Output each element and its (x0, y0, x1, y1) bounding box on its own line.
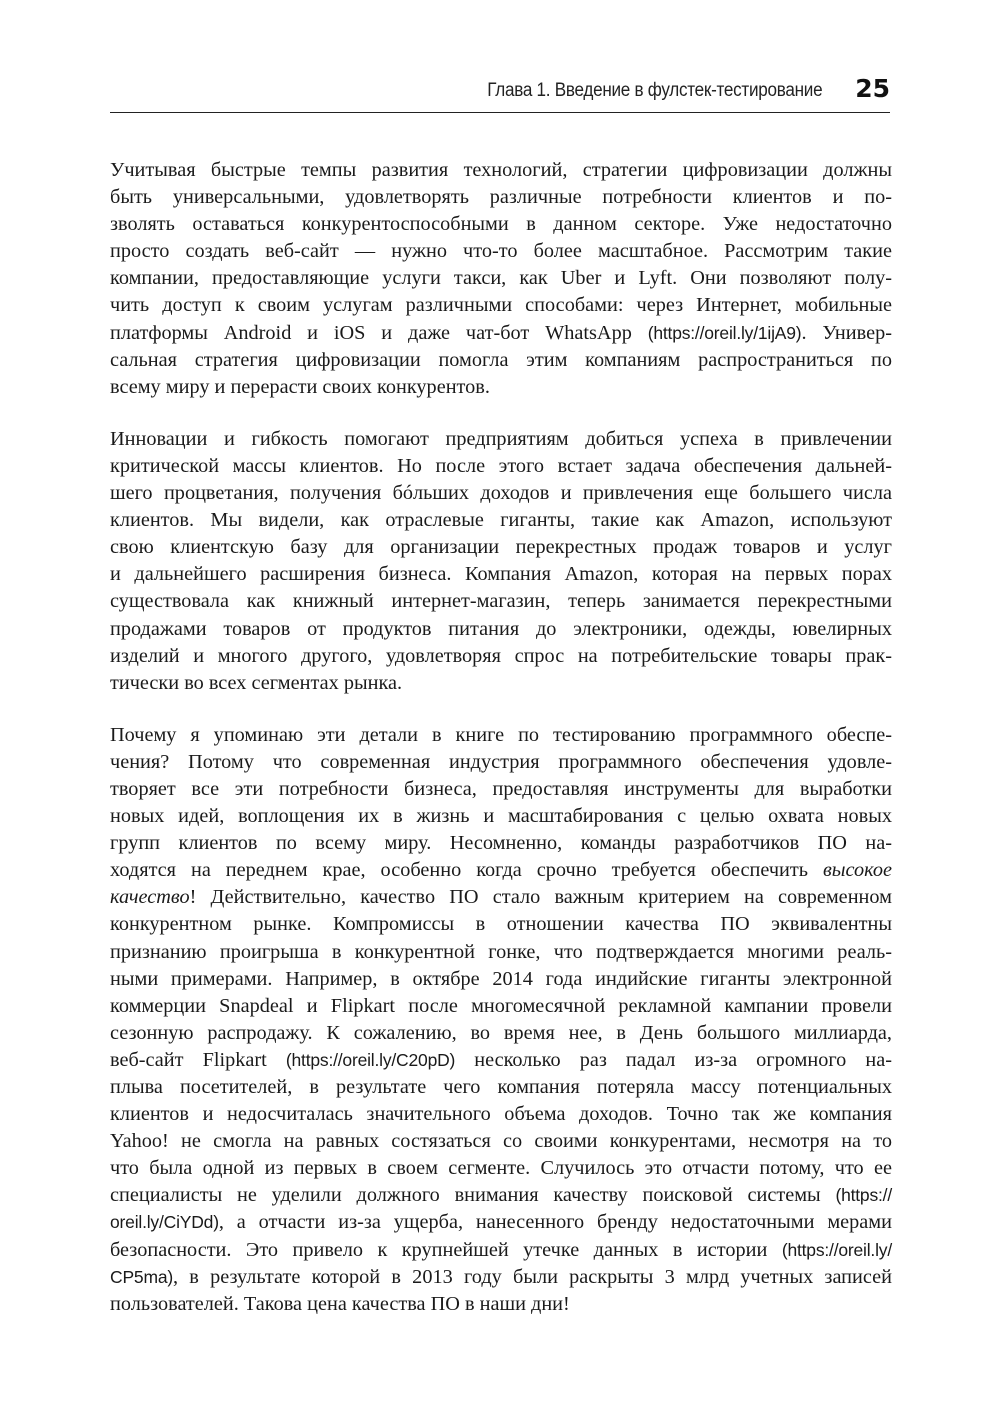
emphasis-text: высокое (822, 859, 892, 882)
text-line (110, 507, 892, 534)
text-line (110, 374, 892, 401)
url-link[interactable]: (https://oreil.ly/C20pD) (285, 1049, 456, 1070)
paragraph-2 (110, 426, 892, 697)
text-line (110, 803, 892, 830)
text-line (110, 265, 892, 292)
text-segment: ходятся на переднем крае, особенно когда срочно требуется обеспечить (110, 859, 823, 882)
text-segment: клиентов. Мы видели, как отраслевые гиганты, такие как Amazon, используют (110, 509, 892, 532)
text-segment: , а отчасти из-за ущерба, нанесенного бренду недостаточными мерами (218, 1211, 892, 1234)
text-line (110, 749, 892, 776)
text-line (110, 320, 892, 347)
text-segment: тически во всех сегментах рынка. (110, 671, 403, 694)
text-segment: пользователей. Такова цена качества ПО в наши дни! (110, 1292, 570, 1315)
text-line (110, 1020, 892, 1047)
text-line (110, 1237, 892, 1264)
url-link[interactable]: CP5ma) (110, 1266, 173, 1287)
text-line (110, 184, 892, 211)
url-link[interactable]: (https://oreil.ly/1ijA9) (647, 322, 802, 343)
text-segment: специалисты не уделили должного внимания качеству поисковой системы (110, 1184, 836, 1207)
text-segment: зволять оставаться конкурентоспособными в данном секторе. Уже недостаточно (110, 213, 892, 236)
url-link[interactable]: (https:// (835, 1185, 892, 1206)
text-segment: всему миру и перерасти своих конкурентов. (110, 375, 490, 398)
text-segment: просто создать веб-сайт — нужно что-то более масштабное. Рассмотрим такие (110, 240, 892, 263)
text-line (110, 238, 892, 265)
text-line (110, 1264, 892, 1291)
running-header (110, 76, 890, 113)
text-line (110, 939, 892, 966)
text-segment: платформы Android и iOS и даже чат-бот WhatsApp (110, 321, 648, 344)
text-segment: коммерции Snapdeal и Flipkart после многомесячной рекламной кампании провели (110, 994, 892, 1017)
text-line (110, 426, 892, 453)
body-text (110, 157, 892, 1343)
text-segment: , в результате которой в 2013 году были раскрыты 3 млрд учетных записей (172, 1265, 892, 1288)
text-line (110, 722, 892, 749)
text-line (110, 292, 892, 319)
text-segment: Учитывая быстрые темпы развития технологий, стратегии цифровизации должны (110, 159, 892, 181)
text-segment: . Универ- (801, 321, 892, 344)
text-segment: компании, предоставляющие услуги такси, как Uber и Lyft. Они позволяют полу- (110, 267, 892, 290)
text-segment: конкурентном рынке. Компромиссы в отношении качества ПО эквивалентны (110, 913, 892, 936)
text-segment: новых идей, воплощения их в жизнь и масштабирования с целью охвата новых (110, 805, 892, 828)
text-segment: Инновации и гибкость помогают предприятиям добиться успеха в привлечении (110, 427, 892, 450)
text-line (110, 670, 892, 697)
text-segment: веб-сайт Flipkart (110, 1048, 286, 1071)
text-segment: ными примерами. Например, в октябре 2014 года индийские гиганты электронной (110, 967, 892, 990)
text-line (110, 1128, 892, 1155)
text-segment: творяет все эти потребности бизнеса, предоставляя инструменты для выработки (110, 777, 892, 800)
text-line (110, 157, 892, 184)
text-line (110, 453, 892, 480)
text-segment: существовала как книжный интернет-магазин, теперь занимается перекрестными (110, 590, 892, 613)
text-segment: групп клиентов по всему миру. Несомненно, команды разработчиков ПО на- (110, 832, 892, 855)
text-segment: критической массы клиентов. Но после этого встает задача обеспечения дальней- (110, 454, 892, 477)
text-segment: продажами товаров от продуктов питания до электроники, одежды, ювелирных (110, 617, 892, 640)
page-number: 25 (855, 74, 890, 103)
emphasis-text: качество (110, 886, 190, 909)
text-segment: что была одной из первых в своем сегменте. Случилось это отчасти потому, что ее (110, 1157, 892, 1180)
text-line (110, 1182, 892, 1209)
text-segment: изделий и многого другого, удовлетворяя спрос на потребительские товары прак- (110, 644, 892, 667)
text-segment: и дальнейшего расширения бизнеса. Компания Amazon, которая на первых порах (110, 563, 892, 586)
text-segment: свою клиентскую базу для организации перекрестных продаж товаров и услуг (110, 536, 892, 559)
text-segment: чения? Потому что современная индустрия программного обеспечения удовле- (110, 750, 892, 773)
text-line (110, 588, 892, 615)
text-segment: признанию проигрыша в конкурентной гонке, что подтверждается многими реаль- (110, 940, 892, 963)
text-segment: быть универсальными, удовлетворять различные потребности клиентов и по- (110, 186, 892, 209)
text-line (110, 211, 892, 238)
text-line (110, 966, 892, 993)
text-segment: клиентов и недосчиталась значительного объема доходов. Точно так же компания (110, 1103, 892, 1126)
text-line (110, 1074, 892, 1101)
text-segment: Yahoo! не смогла на равных состязаться со своими конкурентами, несмотря на то (110, 1130, 892, 1153)
text-line (110, 993, 892, 1020)
text-segment: несколько раз падал из-за огромного на- (455, 1048, 892, 1071)
paragraph-1 (110, 157, 892, 401)
running-title: Глава 1. Введение в фулстек-тестирование (486, 80, 822, 101)
text-line (110, 643, 892, 670)
text-line (110, 561, 892, 588)
paragraph-3 (110, 722, 892, 1318)
url-link[interactable]: oreil.ly/CiYDd) (110, 1212, 219, 1233)
text-segment: безопасности. Это привело к крупнейшей утечке данных в истории (110, 1238, 782, 1261)
text-line (110, 1047, 892, 1074)
text-line (110, 534, 892, 561)
text-line (110, 1155, 892, 1182)
text-segment: Почему я упоминаю эти детали в книге по тестированию программного обеспе- (110, 723, 892, 746)
text-line (110, 857, 892, 884)
text-line (110, 830, 892, 857)
text-line (110, 1209, 892, 1236)
text-line (110, 776, 892, 803)
text-line (110, 884, 892, 911)
text-segment: шего процветания, получения бóльших доходов и привлечения еще большего числа (110, 482, 892, 505)
text-segment: плыва посетителей, в результате чего компания потеряла массу потенциальных (110, 1076, 892, 1098)
text-segment: ! Действительно, качество ПО стало важным критерием на современном (189, 886, 892, 909)
text-line (110, 1291, 892, 1318)
text-segment: чить доступ к своим услугам различными способами: через Интернет, мобильные (110, 294, 892, 317)
text-line (110, 480, 892, 507)
text-segment: сальная стратегия цифровизации помогла этим компаниям распространиться по (110, 348, 892, 371)
text-line (110, 616, 892, 643)
url-link[interactable]: (https://oreil.ly/ (781, 1239, 892, 1260)
text-line (110, 1101, 892, 1128)
text-line (110, 911, 892, 938)
text-line (110, 347, 892, 374)
text-segment: сезонную распродажу. К сожалению, во время нее, в День большого миллиарда, (110, 1021, 892, 1044)
